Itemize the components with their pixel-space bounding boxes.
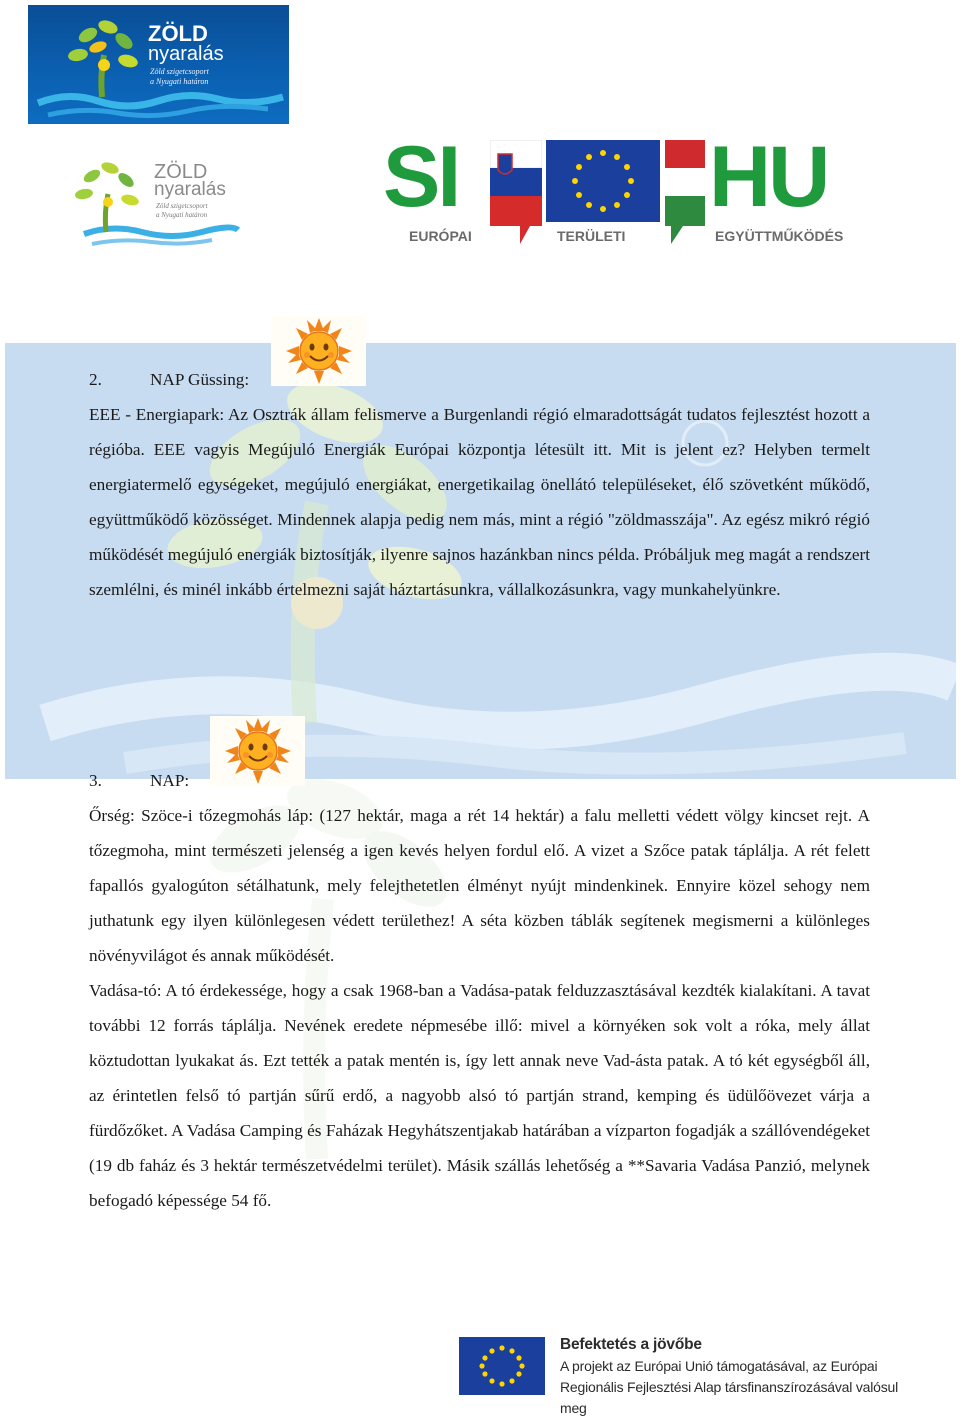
day2-title: NAP Güssing: [150,370,250,389]
smiling-sun-icon [271,316,366,386]
day3-number: 3. [89,771,102,790]
logo-top-tagline-1: Zöld szigetcsoport [150,67,209,76]
eu-flag-icon [546,140,660,222]
zold-nyaralas-logo-top [28,5,289,124]
tree-logo-small-icon [62,150,242,250]
logo-top-title: ZÖLD [148,21,208,46]
day2-heading [89,362,249,397]
logo-small-tagline-2: a Nyugati határon [156,211,208,219]
sihu-hu-text: HU [709,129,828,225]
day2-paragraph: EEE - Energiapark: Az Osztrák állam felismerve a Burgenlandi régió elmaradottságát tudatos fejlesztést hozott a régióba. EEE vagyis Megújuló Energiák Európai központja létesült itt. Mit is jelent ez? Helyben termelt energiatermelő egységeket, megújuló energiákat, energetikailag önellátó településeket, élő szövetként működő, együttműködő közösséget. Mindennek alapja pedig nem más, mint a régió "zöldmasszája". Az egész mikró régió működését megújuló energiák biztosítják, ilyenre sajnos hazánkban nincs példa. Próbáljuk meg magát a rendszert szemlélni, és minél inkább értelmezni saját háztartásunkra, vállalkozásunkra, vagy munkahelyünkre. [89,405,871,599]
sihu-word-europai: EURÓPAI [409,228,472,244]
zold-nyaralas-logo-small [62,150,242,250]
footer-title: Befektetés a jövőbe [560,1336,702,1353]
hungary-flag-icon [665,140,705,248]
logo-small-title: ZÖLD [154,161,208,183]
sihu-word-teruleti: TERÜLETI [557,228,626,244]
slovenia-flag-icon [490,140,542,248]
smiling-sun-icon-2 [210,716,305,786]
sihu-si-text: SI [383,129,459,225]
day3-title: NAP: [150,771,190,790]
footer-line-1: A projekt az Európai Unió támogatásával, az Európai [560,1358,878,1374]
day3-paragraph-vadasa: Vadása-tó: A tó érdekessége, hogy a csak 1968-ban a Vadása-patak felduzzasztásával kezdték kialakítani. A tavat további 12 forrás táplálja. Nevének eredete népmesébe illő: mivel a környéken sok volt a róka, mely állat köztudottan lyukakat ás. Ezt tették a patak mentén is, így lett annak neve Vad-ásta patak. A tó két egységből áll, az érintetlen felső tó partján sűrű erdő, a nagyobb alsó tó partján strand, kemping és üdülőövezet várja a fürdőzőket. A Vadása Camping és Faházak Hegyhátszentjakab határában a vízparton fogadják a szállóvendégeket (19 db faház és 3 hektár természetvédelmi terület). Másik szállás lehetőség a **Savaria Vadása Panzió, melynek befogadó képessége 54 fő. [89,981,870,1210]
sihu-cooperation-logo [383,129,861,250]
day3-heading [89,763,189,798]
eu-flag-footer-icon [459,1337,545,1395]
day3-paragraph-orseg: Őrség: Szöce-i tőzegmohás láp: (127 hektár, maga a rét 14 hektár) a falu melletti védett völgy kincset rejt. A tőzegmoha, mint természeti jelenség a igen kevés helyen fordul elő. A vizet a Szőce patak táplálja. A rét felett fapallós gyalogúton sétálhatunk, mely felejthetetlen élményt nyújt mindenkinek. Ennyire közel sehogy nem juthatunk egy ilyen különlegesen védett területhez! A séta közben táblák segítenek megismerni a különleges növényvilágot és annak működését. [89,806,870,965]
logo-small-tagline-1: Zöld szigetcsoport [156,202,208,210]
logo-top-subtitle: nyaralás [148,43,224,65]
day2-number: 2. [89,370,102,389]
logo-small-subtitle: nyaralás [154,179,226,200]
footer-funding-text [560,1334,900,1419]
sihu-word-egyuttmukodes: EGYÜTTMŰKÖDÉS [715,228,844,244]
footer-line-2: Regionális Fejlesztési Alap társfinanszírozásával valósul meg [560,1379,898,1416]
logo-top-tagline-2: a Nyugati határon [150,77,209,86]
